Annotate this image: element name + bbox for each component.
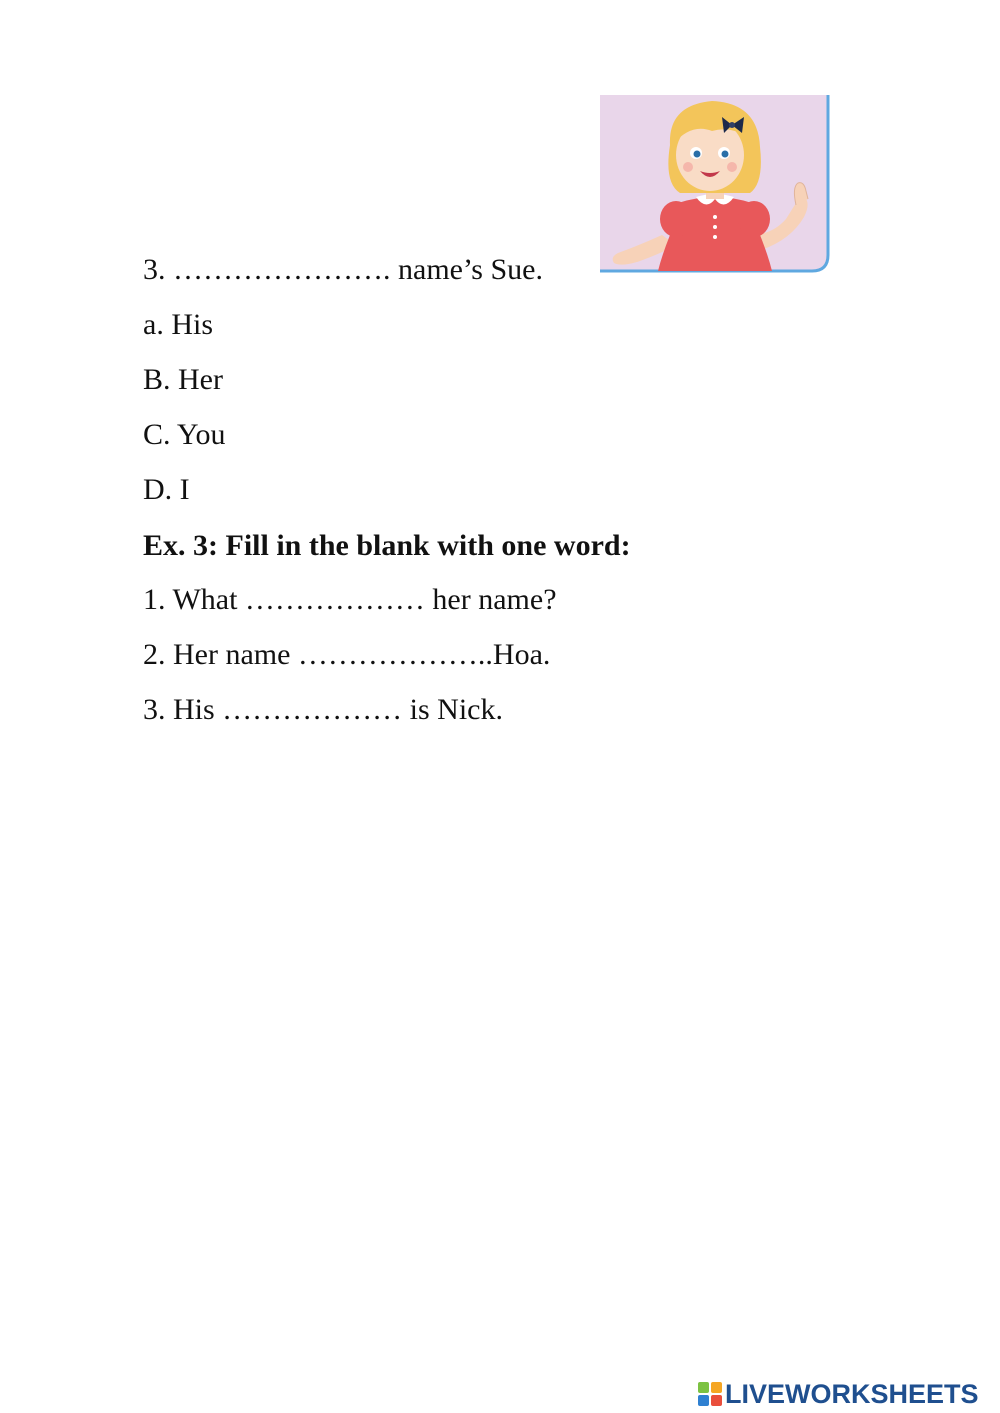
option-b: B. Her [143, 363, 223, 396]
question-3-prompt: 3. …………………. name’s Sue. [143, 253, 543, 286]
fill-blank-item-3: 3. His ……………… is Nick. [143, 693, 503, 726]
exercise-3-heading: Ex. 3: Fill in the blank with one word: [143, 529, 631, 562]
fill-blank-item-1: 1. What ……………… her name? [143, 583, 557, 616]
liveworksheets-logo-icon [697, 1381, 723, 1407]
option-c: C. You [143, 418, 226, 451]
option-d: D. I [143, 473, 190, 506]
girl-illustration [600, 95, 830, 273]
option-a: a. His [143, 308, 213, 341]
liveworksheets-logo [697, 1378, 979, 1410]
fill-blank-item-2: 2. Her name ………………..Hoa. [143, 638, 551, 671]
liveworksheets-logo-text: LIVEWORKSHEETS [725, 1379, 979, 1409]
